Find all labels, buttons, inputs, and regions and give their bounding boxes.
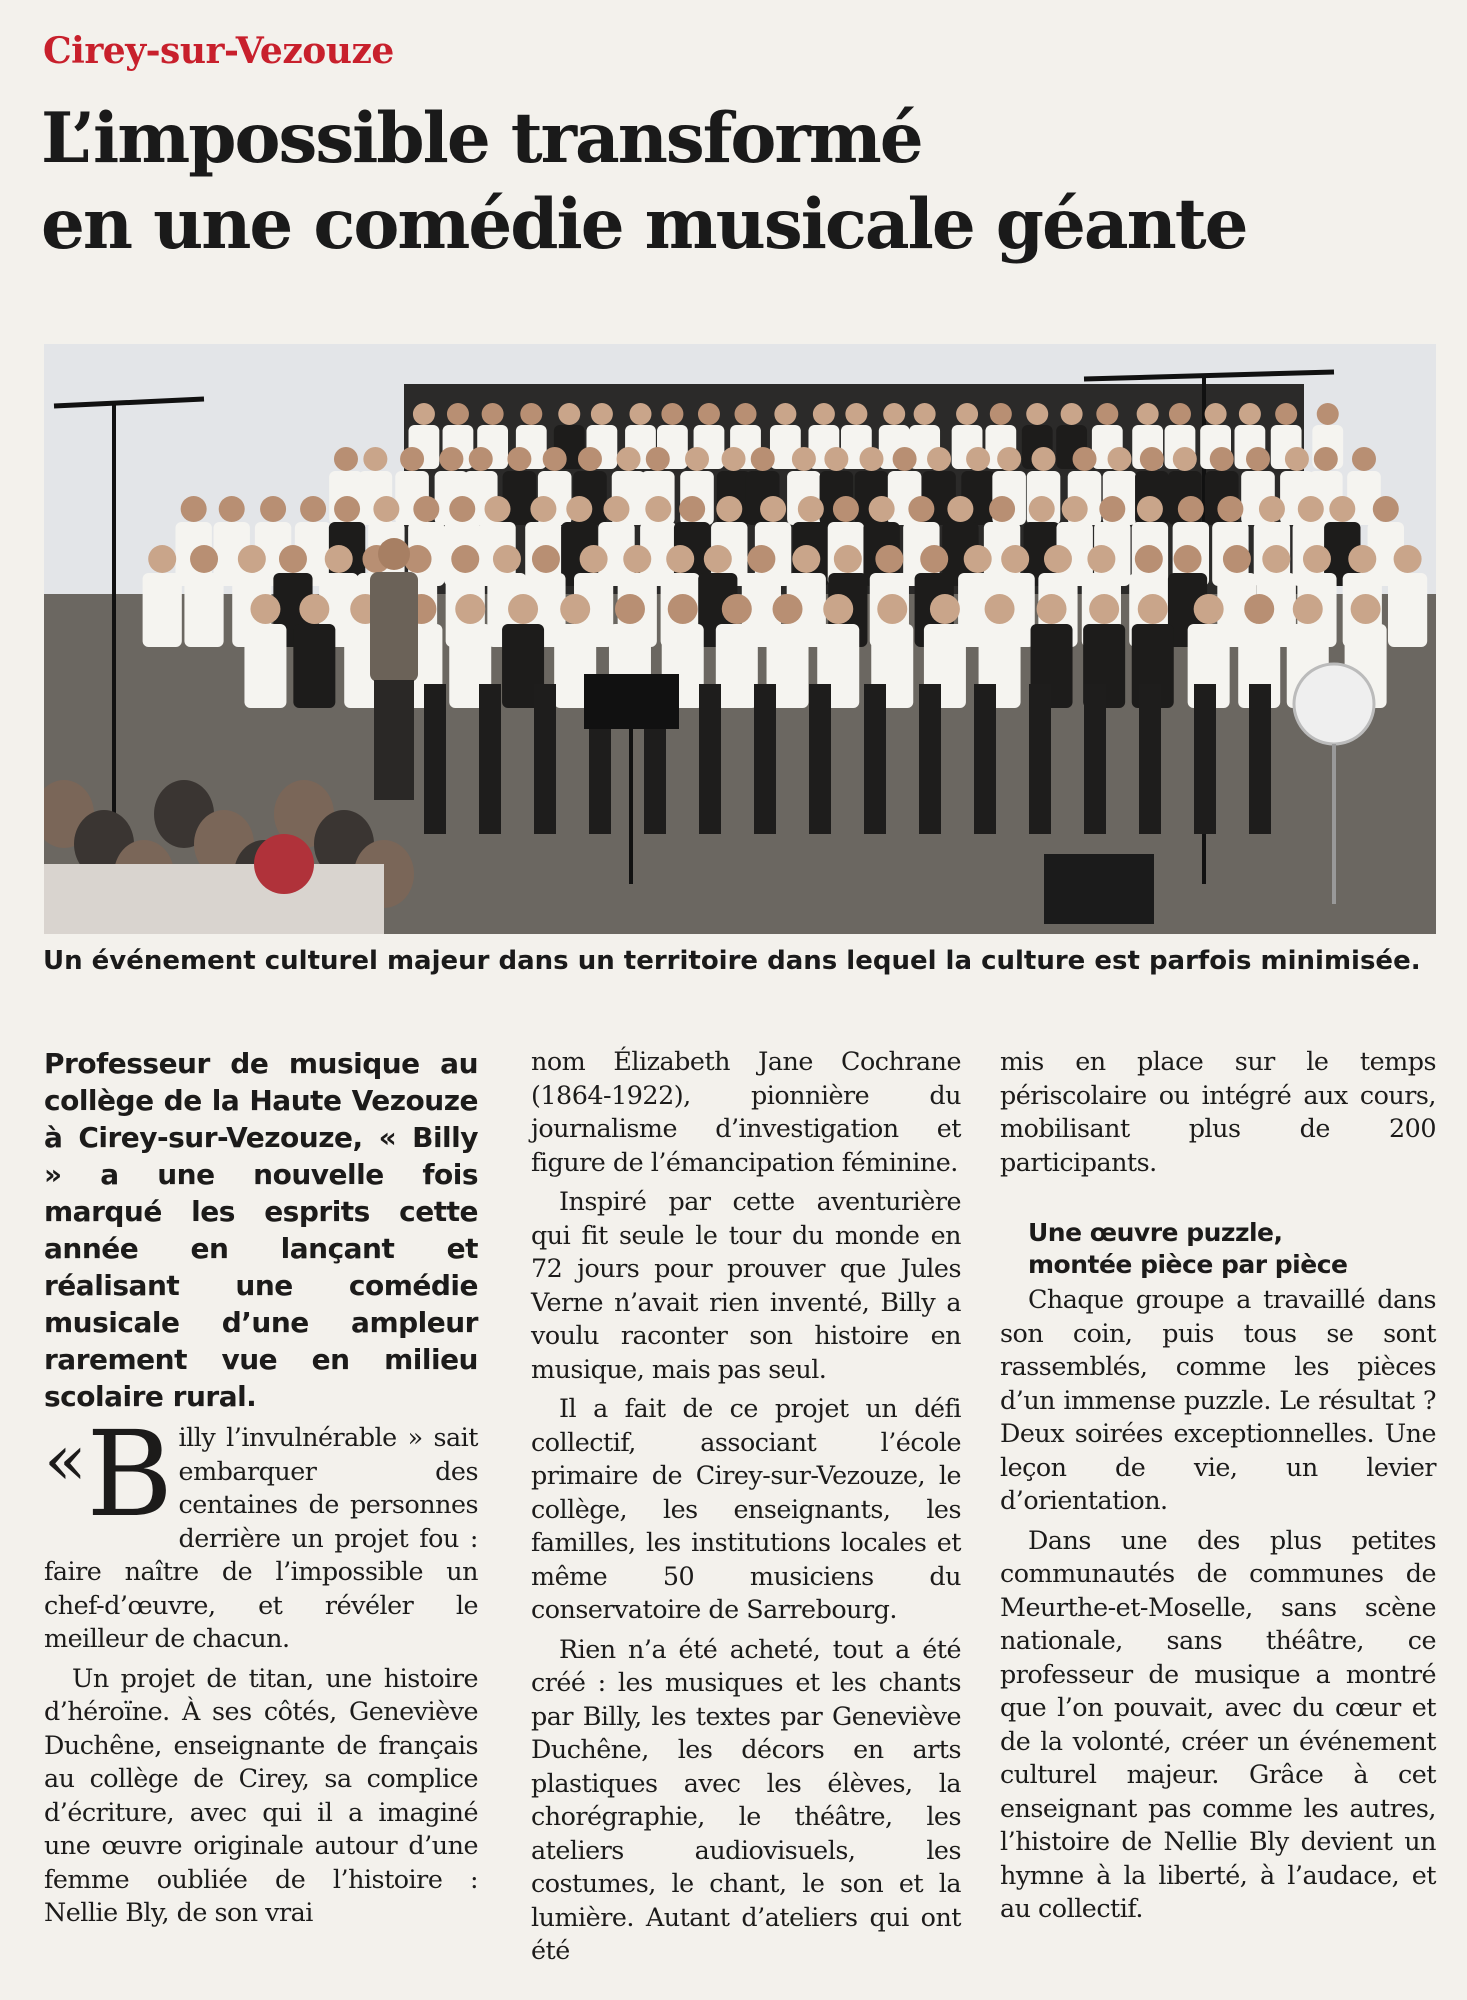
singer-legs — [864, 684, 886, 834]
singer-head — [1205, 403, 1227, 425]
dropcap-letter: B — [86, 1405, 173, 1543]
singer-head — [1096, 403, 1118, 425]
singer-head — [1394, 545, 1422, 573]
singer-head — [566, 496, 592, 522]
singer-head — [716, 496, 742, 522]
singer-head — [1061, 403, 1083, 425]
singer-head — [1373, 496, 1399, 522]
singer-legs — [1139, 684, 1161, 834]
singer-head — [449, 496, 475, 522]
singer-head — [1137, 403, 1159, 425]
singer-head — [908, 496, 934, 522]
paragraph-3: Inspiré par cette aventurière qui fit seule le tour du monde en 72 jours pour prouver que Jules Verne n’avait rien inventé, Billy a voulu raconter son histoire en musique, mais pas seul. — [531, 1186, 961, 1384]
singer-head — [747, 545, 775, 573]
singer-head — [455, 594, 485, 624]
singer-head — [485, 496, 511, 522]
singer-body — [184, 573, 223, 647]
singer-head — [1089, 594, 1119, 624]
singer-head — [964, 545, 992, 573]
singer-head — [1244, 594, 1274, 624]
headline-line-2: en une comédie musicale géante — [41, 184, 1247, 265]
choir-photo — [44, 344, 1436, 934]
singer-head — [914, 403, 936, 425]
singer-head — [1140, 447, 1164, 471]
conductor-head — [378, 538, 410, 570]
singer-head — [1210, 447, 1234, 471]
singer-body — [1388, 573, 1427, 647]
singer-head — [190, 545, 218, 573]
paragraph-2: Un projet de titan, une histoire d’héroïne. À ses côtés, Geneviève Duchêne, enseignante de français au collège de Cirey, sa complice d’écriture, avec qui il a imaginé une œuvre originale autour d’une femme oubliée de l’histoire : Nellie Bly, de son vrai — [44, 1662, 478, 1927]
choir-photo-illustration — [44, 344, 1436, 934]
singer-head — [1194, 594, 1224, 624]
subheading — [1028, 1217, 1436, 1281]
singer-head — [1239, 403, 1261, 425]
singer-head — [530, 496, 556, 522]
singer-head — [990, 403, 1012, 425]
singer-head — [1135, 545, 1163, 573]
singer-legs — [754, 684, 776, 834]
singer-head — [1317, 403, 1339, 425]
singer-head — [877, 594, 907, 624]
singer-head — [920, 545, 948, 573]
paragraph-1: illy l’invulnérable » sait embarquer des centaines de personnes derrière un projet fou : faire naître de l’impossible un chef-d’œuvre, et révéler le meilleur de chacun. — [44, 1422, 478, 1653]
singer-head — [629, 403, 651, 425]
stage-speaker — [1044, 854, 1154, 924]
singer-head — [1169, 403, 1191, 425]
singer-legs — [1194, 684, 1216, 834]
singer-head — [507, 447, 531, 471]
article-column-1 — [44, 1045, 478, 1936]
singer-head — [1173, 447, 1197, 471]
subheading-line-2: montée pièce par pièce — [1028, 1250, 1348, 1279]
singer-head — [439, 447, 463, 471]
singer-head — [508, 594, 538, 624]
singer-head — [645, 496, 671, 522]
singer-head — [792, 447, 816, 471]
singer-head — [469, 447, 493, 471]
singer-head — [722, 447, 746, 471]
singer-head — [798, 496, 824, 522]
singer-head — [1108, 447, 1132, 471]
singer-head — [869, 496, 895, 522]
red-hand-fan — [254, 834, 314, 894]
headline — [41, 96, 1441, 268]
singer-head — [219, 496, 245, 522]
singer-head — [760, 496, 786, 522]
singer-head — [875, 545, 903, 573]
singer-head — [1044, 545, 1072, 573]
singer-head — [751, 447, 775, 471]
section-kicker: Cirey-sur-Vezouze — [43, 30, 394, 72]
singer-legs — [479, 684, 501, 834]
singer-head — [578, 447, 602, 471]
paragraph-2-continued: nom Élizabeth Jane Cochrane (1864-1922), pionnière du journalisme d’investigation et figure de l’émancipation féminine. — [531, 1046, 961, 1177]
singer-head — [532, 545, 560, 573]
singer-head — [1298, 496, 1324, 522]
singer-head — [774, 403, 796, 425]
singer-head — [413, 403, 435, 425]
conductor-legs — [374, 680, 414, 800]
singer-head — [698, 403, 720, 425]
singer-head — [603, 496, 629, 522]
audience-shoulders — [44, 864, 384, 934]
singer-head — [704, 545, 732, 573]
singer-head — [181, 496, 207, 522]
singer-head — [373, 496, 399, 522]
singer-head — [591, 403, 613, 425]
singer-head — [883, 403, 905, 425]
headline-line-1: L’impossible transformé — [41, 98, 922, 179]
singer-head — [646, 447, 670, 471]
article-lead: Professeur de musique au collège de la Haute Vezouze à Cirey-sur-Vezouze, « Billy » a une nouvelle fois marqué les esprits cette année en lançant et réalisant une comédie musicale d’une ampleur rarement vue en milieu scolaire rural. — [44, 1047, 478, 1413]
singer-head — [668, 594, 698, 624]
singer-head — [985, 594, 1015, 624]
singer-head — [413, 496, 439, 522]
singer-head — [661, 403, 683, 425]
singer-head — [1275, 403, 1297, 425]
singer-head — [1351, 594, 1381, 624]
singer-head — [1259, 496, 1285, 522]
singer-head — [1352, 447, 1376, 471]
singer-head — [558, 403, 580, 425]
dropcap-paragraph — [44, 1405, 478, 1656]
singer-body — [143, 573, 182, 647]
singer-head — [1026, 403, 1048, 425]
singer-head — [1029, 496, 1055, 522]
singer-head — [947, 496, 973, 522]
singer-head — [1001, 545, 1029, 573]
singer-body — [293, 624, 335, 708]
singer-head — [966, 447, 990, 471]
singer-head — [447, 403, 469, 425]
singer-head — [1062, 496, 1088, 522]
singer-head — [813, 403, 835, 425]
singer-head — [250, 594, 280, 624]
singer-head — [722, 594, 752, 624]
singer-head — [930, 594, 960, 624]
paragraph-5: Rien n’a été acheté, tout a été créé : les musiques et les chants par Billy, les textes par Geneviève Duchêne, les décors en arts plastiques avec les élèves, la chorégraphie, le théâtre, les ateliers audiovisuels, les costumes, le chant, le son et la lumière. Autant d’ateliers qui ont été — [531, 1633, 961, 1965]
singer-head — [334, 496, 360, 522]
singer-head — [400, 447, 424, 471]
singer-head — [1293, 594, 1323, 624]
singer-head — [1329, 496, 1355, 522]
singer-head — [1217, 496, 1243, 522]
singer-legs — [1029, 684, 1051, 834]
singer-head — [560, 594, 590, 624]
singer-head — [451, 545, 479, 573]
dropcap — [44, 1405, 173, 1543]
singer-head — [1099, 496, 1125, 522]
singer-head — [325, 545, 353, 573]
singer-legs — [699, 684, 721, 834]
singer-head — [1174, 545, 1202, 573]
singer-head — [334, 447, 358, 471]
singer-head — [792, 545, 820, 573]
singer-head — [1138, 594, 1168, 624]
singer-head — [823, 594, 853, 624]
singer-head — [300, 496, 326, 522]
singer-head — [824, 447, 848, 471]
singer-head — [1037, 594, 1067, 624]
singer-head — [1246, 447, 1270, 471]
singer-head — [279, 545, 307, 573]
singer-head — [1285, 447, 1309, 471]
singer-head — [617, 447, 641, 471]
singer-legs — [1084, 684, 1106, 834]
singer-head — [845, 403, 867, 425]
article-column-3 — [1000, 1045, 1436, 1932]
singer-head — [1348, 545, 1376, 573]
singer-head — [927, 447, 951, 471]
singer-head — [735, 403, 757, 425]
article-column-2 — [531, 1045, 961, 1974]
singer-legs — [919, 684, 941, 834]
singer-head — [493, 545, 521, 573]
singer-head — [1223, 545, 1251, 573]
conductor-body — [370, 572, 418, 682]
singer-legs — [809, 684, 831, 834]
singer-head — [543, 447, 567, 471]
singer-head — [997, 447, 1021, 471]
singer-head — [148, 545, 176, 573]
singer-legs — [974, 684, 996, 834]
singer-head — [580, 545, 608, 573]
singer-head — [1314, 447, 1338, 471]
singer-body — [244, 624, 286, 708]
subheading-line-1: Une œuvre puzzle, — [1028, 1218, 1283, 1247]
singer-head — [260, 496, 286, 522]
singer-head — [623, 545, 651, 573]
singer-head — [482, 403, 504, 425]
fan — [1294, 664, 1374, 744]
singer-head — [1087, 545, 1115, 573]
singer-head — [1178, 496, 1204, 522]
music-stand — [584, 674, 679, 729]
singer-head — [363, 447, 387, 471]
paragraph-7: Dans une des plus petites communautés de communes de Meurthe-et-Moselle, sans scène nationale, sans théâtre, ce professeur de musique a montré que l’on pouvait, avec du cœur et de la volonté, créer un événement culturel majeur. Grâce à cet enseignant pas comme les autres, l’histoire de Nellie Bly devient un hymne à la liberté, à l’audace, et au collectif. — [1000, 1524, 1436, 1923]
singer-head — [520, 403, 542, 425]
singer-body — [716, 624, 758, 708]
singer-head — [679, 496, 705, 522]
singer-legs — [534, 684, 556, 834]
singer-head — [666, 545, 694, 573]
singer-head — [1137, 496, 1163, 522]
paragraph-6: Chaque groupe a travaillé dans son coin, puis tous se sont rassemblés, comme les pièces d’un immense puzzle. Le résultat ? Deux soirées exceptionnelles. Une leçon de vie, un levier d’orientation. — [1000, 1284, 1436, 1515]
singer-head — [773, 594, 803, 624]
singer-head — [238, 545, 266, 573]
singer-head — [834, 545, 862, 573]
singer-head — [1032, 447, 1056, 471]
singer-head — [685, 447, 709, 471]
singer-head — [299, 594, 329, 624]
singer-head — [893, 447, 917, 471]
open-quote-mark: « — [44, 1419, 87, 1501]
paragraph-4: Il a fait de ce projet un défi collectif, associant l’école primaire de Cirey-sur-Vezouze, le collège, les enseignants, les familles, les institutions locales et même 50 musiciens du conservatoire de Sarrebourg. — [531, 1393, 961, 1624]
singer-head — [1262, 545, 1290, 573]
singer-head — [989, 496, 1015, 522]
photo-caption: Un événement culturel majeur dans un territoire dans lequel la culture est parfois minimisée. — [43, 946, 1421, 976]
singer-legs — [1249, 684, 1271, 834]
singer-head — [833, 496, 859, 522]
paragraph-5-continued: mis en place sur le temps périscolaire ou intégré aux cours, mobilisant plus de 200 participants. — [1000, 1046, 1436, 1177]
singer-head — [1303, 545, 1331, 573]
singer-head — [859, 447, 883, 471]
singer-legs — [424, 684, 446, 834]
singer-head — [956, 403, 978, 425]
singer-head — [615, 594, 645, 624]
singer-head — [1073, 447, 1097, 471]
